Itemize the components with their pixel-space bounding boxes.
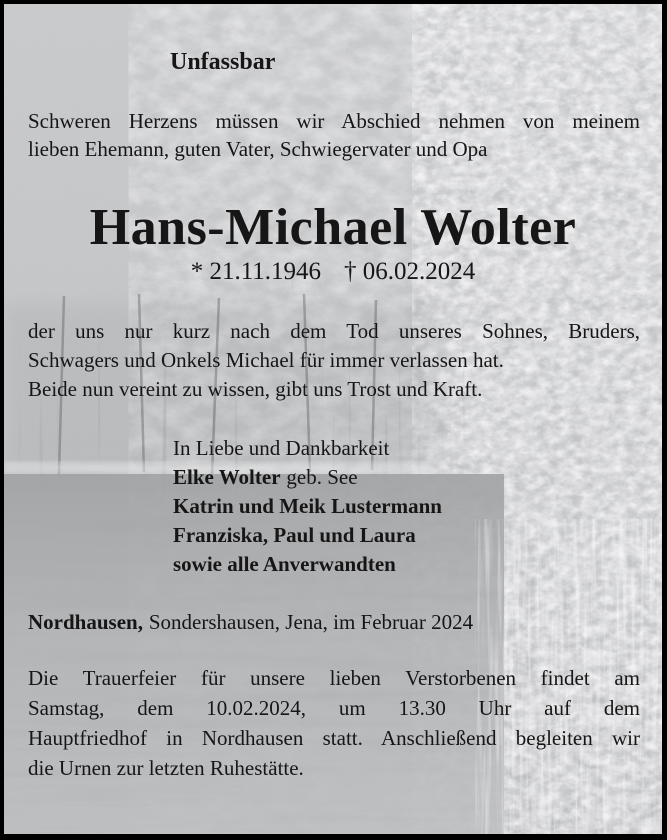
- funeral-line-2: Samstag, dem 10.02.2024, um 13.30 Uhr auf dem: [28, 696, 640, 720]
- notice-content: [4, 4, 662, 834]
- body-line-1: der uns nur kurz nach dem Tod unseres Sohnes, Bruders,: [28, 319, 640, 343]
- funeral-line-1: Die Trauerfeier für unsere lieben Verstorbenen findet am: [28, 666, 640, 690]
- mourner-line: Katrin und Meik Lustermann: [173, 494, 442, 518]
- body-paragraph: [28, 317, 640, 404]
- funeral-line-3: Hauptfriedhof in Nordhausen statt. Anschließend begleiten wir: [28, 726, 640, 750]
- condolence-lead: In Liebe und Dankbarkeit: [173, 436, 390, 460]
- widow-maiden-name: geb. See: [286, 465, 358, 489]
- birth-date: * 21.11.1946: [190, 258, 322, 285]
- body-line-3: Beide nun vereint zu wissen, gibt uns Trost und Kraft.: [28, 377, 483, 401]
- life-dates: [4, 257, 662, 287]
- death-date: † 06.02.2024: [344, 258, 476, 285]
- place-date-rest: Sondershausen, Jena, im Februar 2024: [148, 610, 474, 634]
- mourner-line-widow: [173, 463, 442, 492]
- opening-word: Unfassbar: [170, 49, 276, 75]
- intro-line-2: lieben Ehemann, guten Vater, Schwiegervater und Opa: [28, 137, 488, 161]
- funeral-line-4: die Urnen zur letzten Ruhestätte.: [28, 756, 304, 780]
- mourners-block: [173, 434, 442, 579]
- place-date-line: [28, 608, 473, 637]
- place-name: Nordhausen,: [28, 610, 143, 634]
- intro-paragraph: [28, 107, 640, 163]
- mourner-line: Franziska, Paul und Laura: [173, 523, 416, 547]
- deceased-name: Hans-Michael Wolter: [89, 199, 577, 256]
- funeral-paragraph: [28, 663, 640, 783]
- body-line-2: Schwagers und Onkels Michael für immer verlassen hat.: [28, 348, 504, 372]
- widow-name: Elke Wolter: [173, 465, 281, 489]
- mourner-line: sowie alle Anverwandten: [173, 552, 396, 576]
- intro-line-1: Schweren Herzens müssen wir Abschied nehmen von meinem: [28, 109, 640, 133]
